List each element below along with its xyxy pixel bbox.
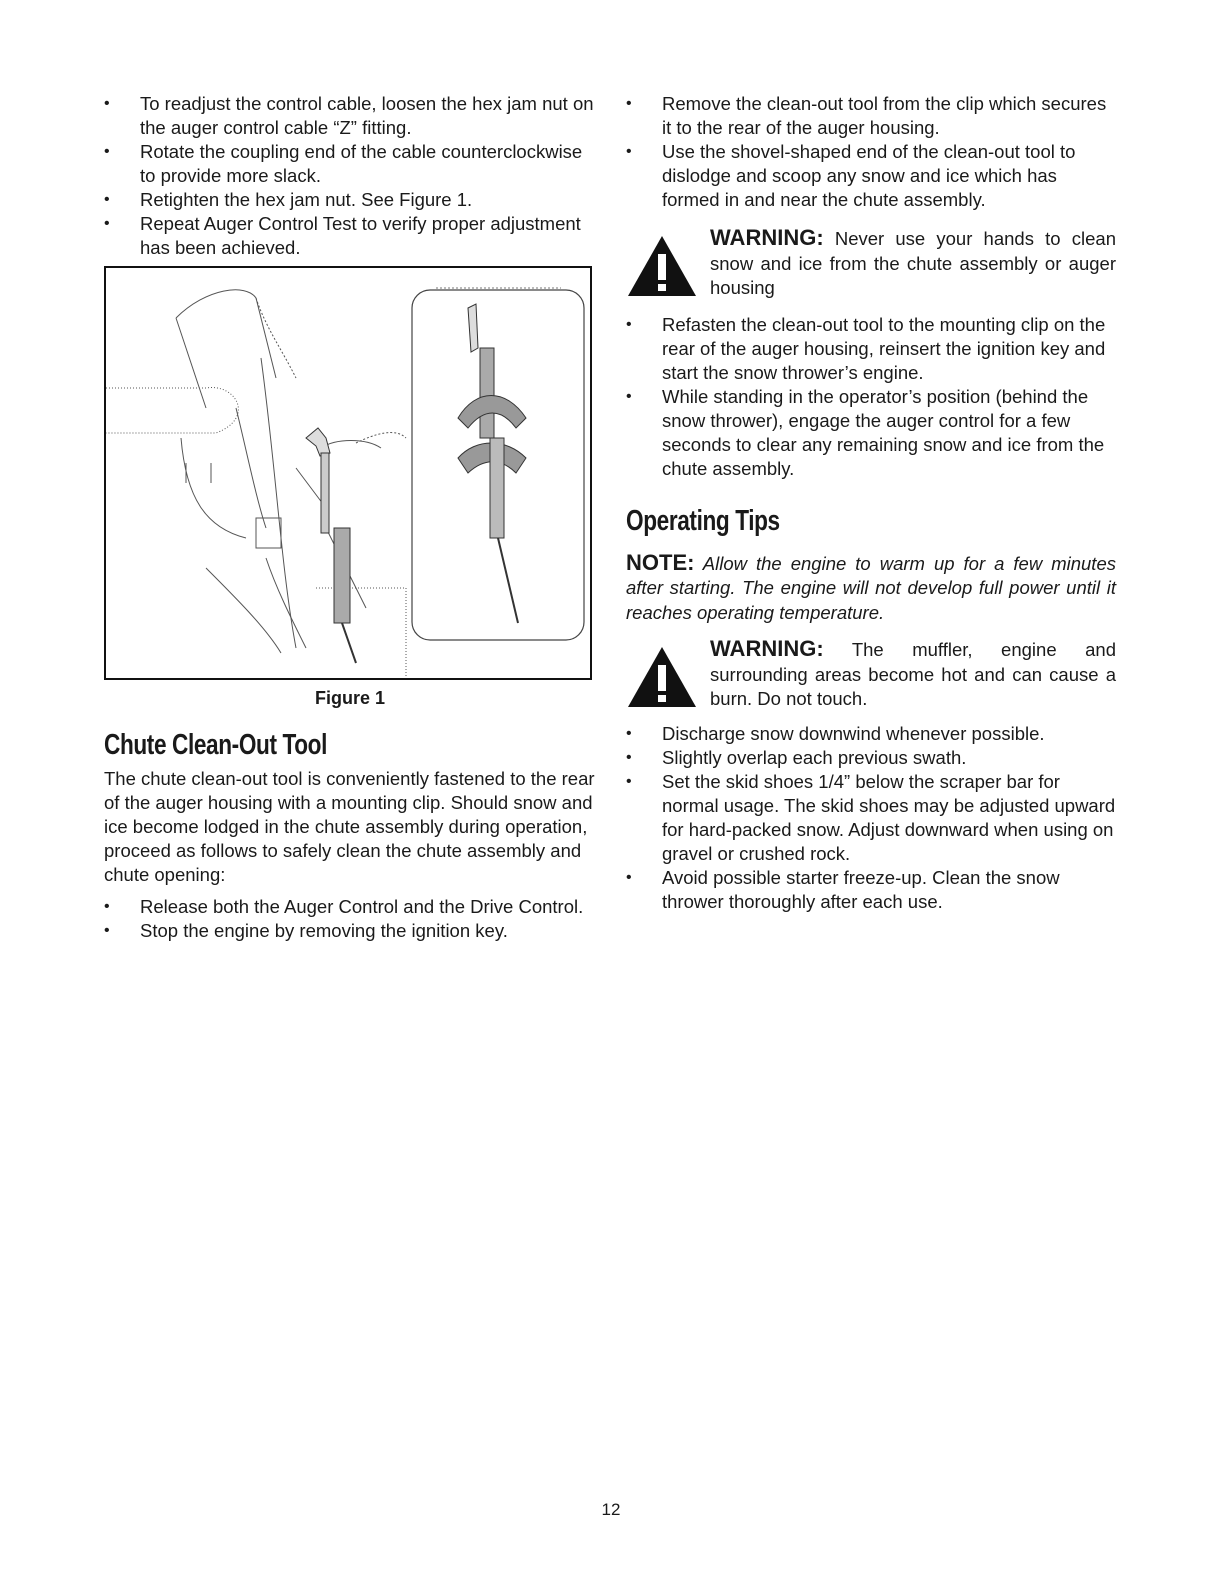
note-block [626, 551, 1116, 626]
list-item: • To readjust the control cable, loosen the hex jam nut on the auger control cable “Z” fitting. [104, 92, 596, 140]
clean-out-bullet-list-cont [626, 92, 1116, 212]
refasten-bullet-list [626, 313, 1116, 481]
right-column [626, 92, 1116, 914]
auger-cable-drawing [106, 268, 590, 678]
list-item: • Release both the Auger Control and the Drive Control. [104, 895, 596, 919]
clean-out-paragraph: The chute clean-out tool is conveniently fastened to the rear of the auger housing with a mounting clip. Should snow and ice become lodged in the chute assembly during operation, proceed as follows to safely clean the chute assembly and chute opening: [104, 768, 595, 885]
list-item: • Repeat Auger Control Test to verify proper adjustment has been achieved. [104, 212, 596, 260]
list-item: • Retighten the hex jam nut. See Figure 1. [104, 188, 596, 212]
warning-label: WARNING: [710, 225, 824, 250]
list-item: • Refasten the clean-out tool to the mounting clip on the rear of the auger housing, reinsert the ignition key and start the snow thrower’s engine. [626, 313, 1116, 385]
list-item: • Rotate the coupling end of the cable counterclockwise to provide more slack. [104, 140, 596, 188]
tips-bullet-list [626, 722, 1116, 914]
warning-block-hands [626, 226, 1116, 301]
figure-1-illustration [104, 266, 592, 680]
note-text: Allow the engine to warm up for a few minutes after starting. The engine will not develop full power until it reaches operating temperature. [626, 552, 1116, 623]
warning-text [710, 226, 1116, 301]
warning-triangle-icon [626, 645, 698, 714]
clean-out-bullet-list [104, 895, 596, 943]
page-number: 12 [601, 1500, 621, 1519]
warning-triangle-icon [626, 234, 698, 303]
section-heading-clean-out: Chute Clean-Out Tool [104, 729, 327, 761]
list-item: • Avoid possible starter freeze-up. Clean the snow thrower thoroughly after each use. [626, 866, 1116, 914]
list-item: • Slightly overlap each previous swath. [626, 746, 1116, 770]
list-item: • Remove the clean-out tool from the clip which secures it to the rear of the auger housing. [626, 92, 1116, 140]
section-heading-operating-tips: Operating Tips [626, 504, 780, 537]
warning-message: Never use your hands to clean snow and ice from the chute assembly or auger housing [710, 228, 1116, 298]
left-column [104, 92, 596, 943]
list-item: • Set the skid shoes 1/4” below the scraper bar for normal usage. The skid shoes may be adjusted upward for hard-packed snow. Adjust downward when using on gravel or crushed rock. [626, 770, 1116, 866]
adjust-bullet-list [104, 92, 596, 260]
warning-text [710, 637, 1116, 712]
list-item: • Discharge snow downwind whenever possible. [626, 722, 1116, 746]
figure-caption: Figure 1 [314, 688, 385, 708]
list-item: • Use the shovel-shaped end of the clean-out tool to dislodge and scoop any snow and ice which has formed in and near the chute assembly. [626, 140, 1116, 212]
warning-label: WARNING: [710, 636, 824, 661]
warning-block-hot [626, 637, 1116, 712]
note-label: NOTE: [626, 549, 695, 575]
list-item: • Stop the engine by removing the ignition key. [104, 919, 596, 943]
warning-message: The muffler, engine and surrounding areas become hot and can cause a burn. Do not touch. [710, 639, 1116, 709]
list-item: • While standing in the operator’s position (behind the snow thrower), engage the auger control for a few seconds to clear any remaining snow and ice from the chute assembly. [626, 385, 1116, 481]
